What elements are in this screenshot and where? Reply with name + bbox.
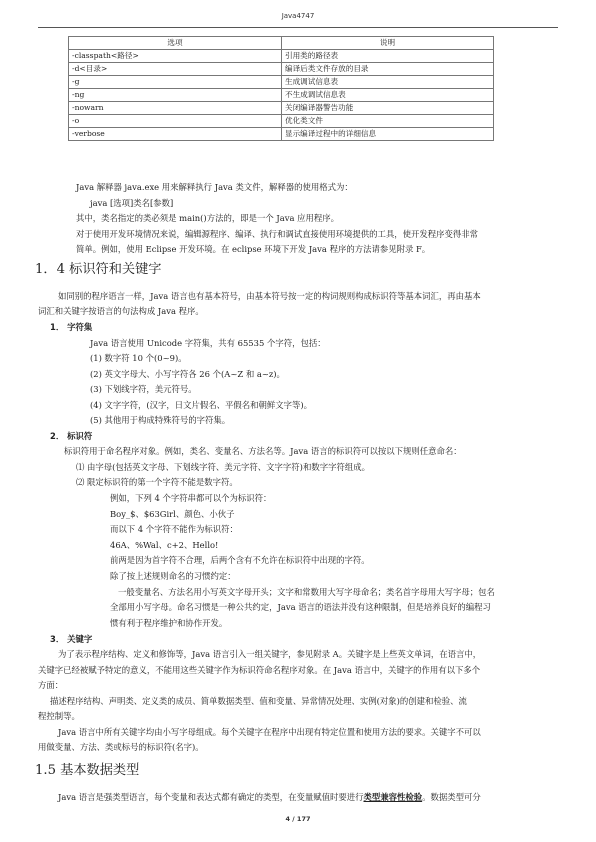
table-row: [69, 89, 494, 102]
table-cell: 生成调试信息表: [282, 76, 494, 89]
list-item: ⑵ 限定标识符的第一个字符不能是数字符。: [76, 477, 238, 487]
subsection-heading: 1． 字符集: [50, 322, 93, 332]
table-cell: 显示编译过程中的详细信息: [282, 128, 494, 141]
paragraph-line: 为了表示程序结构、定义和修饰等，Java 语言引入一组关键字，参见附录 A。关键字是上些英文单词，在语言中，: [58, 649, 482, 659]
paragraph-line: Java 语言中所有关键字均由小写字母组成。每个关键字在程序中出现有特定位置和使用方法的要求。关键字不可以: [58, 727, 481, 737]
paragraph-line: 其中，类名指定的类必须是 main()方法的，即是一个 Java 应用程序。: [76, 213, 339, 223]
example-line: Boy_$、$63Girl、颜色、小伙子: [110, 509, 235, 519]
table-cell: 编译后类文件存放的目录: [282, 63, 494, 76]
paragraph-line: [58, 791, 481, 803]
table-cell: -d<目录>: [69, 63, 282, 76]
example-line: 46A、%Wal、c+2、Hello!: [110, 540, 219, 550]
page-number: 4 / 177: [285, 815, 311, 823]
paragraph-line: 词汇和关键字按语言的句法构成 Java 程序。: [38, 306, 204, 316]
paragraph-line: 除了按上述规则命名的习惯约定：: [110, 571, 236, 581]
paragraph-line: 惯有利于程序维护和协作开发。: [110, 618, 228, 628]
paragraph-line: Java 解释器 java.exe 用来解释执行 Java 类文件，解释器的使用格式为：: [76, 182, 353, 192]
table-cell: -classpath<路径>: [69, 50, 282, 63]
section-heading: 1．4 标识符和关键字: [35, 262, 162, 277]
table-header: 说明: [282, 37, 494, 50]
table-row: [69, 76, 494, 89]
paragraph-line: 标识符用于命名程序对象。例如，类名、变量名、方法名等。Java 语言的标识符可以按以下规则任意命名：: [64, 446, 462, 456]
table-header: 选项: [69, 37, 282, 50]
paragraph-line: 而以下 4 个字符不能作为标识符：: [110, 524, 238, 534]
paragraph-line: 对于使用开发环境情况来说，编辑源程序、编译、执行和调试直接使用环境提供的工具，使开发程序变得非常: [76, 229, 478, 239]
table-row: [69, 102, 494, 115]
paragraph-line: 全部用小写字母。命名习惯是一种公共约定，Java 语言的语法并没有这种限制，但是培养良好的编程习: [110, 602, 491, 612]
table-cell: -g: [69, 76, 282, 89]
list-item: (5) 其他用于构成特殊符号的字符集。: [90, 415, 231, 425]
page-header: Java4747: [281, 12, 315, 20]
text-run: Java 语言是强类型语言，每个变量和表达式都有确定的类型，在变量赋值时要进行: [58, 792, 364, 802]
table-row: [69, 115, 494, 128]
table-cell: -nowarn: [69, 102, 282, 115]
paragraph-line: 描述程序结构、声明类、定义类的成员、简单数据类型、值和变量、异常情况处理、实例(对象)的创建和检验、流: [50, 696, 467, 706]
list-item: (4) 文字字符，(汉字，日文片假名、平假名和朝鲜文字等)。: [90, 400, 313, 410]
paragraph-line: 用做变量、方法、类或标号的标识符(名字)。: [38, 742, 204, 752]
paragraph-line: 前两是因为首字符不合理，后两个含有不允许在标识符中出现的字符。: [110, 555, 370, 565]
table-cell: -ng: [69, 89, 282, 102]
code-line: java [选项]类名[参数]: [90, 198, 174, 208]
header-divider: [38, 27, 558, 28]
paragraph-line: 简单。例如，使用 Eclipse 开发环境。在 eclipse 环境下开发 Java 程序的方法请参见附录 F。: [76, 244, 431, 254]
text-run: 。数据类型可分: [422, 792, 481, 802]
paragraph-line: Java 语言使用 Unicode 字符集，共有 65535 个字符，包括：: [90, 338, 326, 348]
paragraph-line: 例如，下列 4 个字符串都可以个为标识符：: [110, 493, 272, 503]
paragraph-line: 关键字已经被赋予特定的意义，不能用这些关键字作为标识符命名程序对象。在 Java 语言中，关键字的作用有以下多个: [38, 665, 481, 675]
paragraph-line: 一般变量名、方法名用小写英文字母开头；文字和常数用大写字母命名；类名首字母用大写字母；包名: [118, 587, 495, 597]
list-item: (1) 数字符 10 个(0~9)。: [90, 353, 187, 363]
list-item: (3) 下划线字符，美元符号。: [90, 384, 197, 394]
paragraph-line: 如同别的程序语言一样，Java 语言也有基本符号，由基本符号按一定的构词规则构成标识符等基本词汇，再由基本: [58, 291, 481, 301]
table-row: [69, 128, 494, 141]
table-cell: 不生成调试信息表: [282, 89, 494, 102]
table-row: [69, 50, 494, 63]
list-item: ⑴ 由字母(包括英文字母、下划线字符、美元字符、文字字符)和数字字符组成。: [76, 462, 370, 472]
subsection-heading: 2． 标识符: [50, 431, 93, 441]
table-row: [69, 63, 494, 76]
table-cell: 引用类的路径表: [282, 50, 494, 63]
table-header-row: [69, 37, 494, 50]
table-cell: -o: [69, 115, 282, 128]
list-item: (2) 英文字母大、小写字符各 26 个(A~Z 和 a~z)。: [90, 369, 285, 379]
subsection-heading: 3． 关键字: [50, 634, 93, 644]
paragraph-line: 程控制等。: [38, 711, 80, 721]
section-heading: 1.5 基本数据类型: [35, 763, 140, 778]
table-cell: -verbose: [69, 128, 282, 141]
table-cell: 关闭编译器警告功能: [282, 102, 494, 115]
emphasized-term: 类型兼容性检验: [363, 792, 423, 802]
paragraph-line: 方面：: [38, 680, 64, 690]
table-cell: 优化类文件: [282, 115, 494, 128]
compiler-options-table: [68, 36, 494, 141]
